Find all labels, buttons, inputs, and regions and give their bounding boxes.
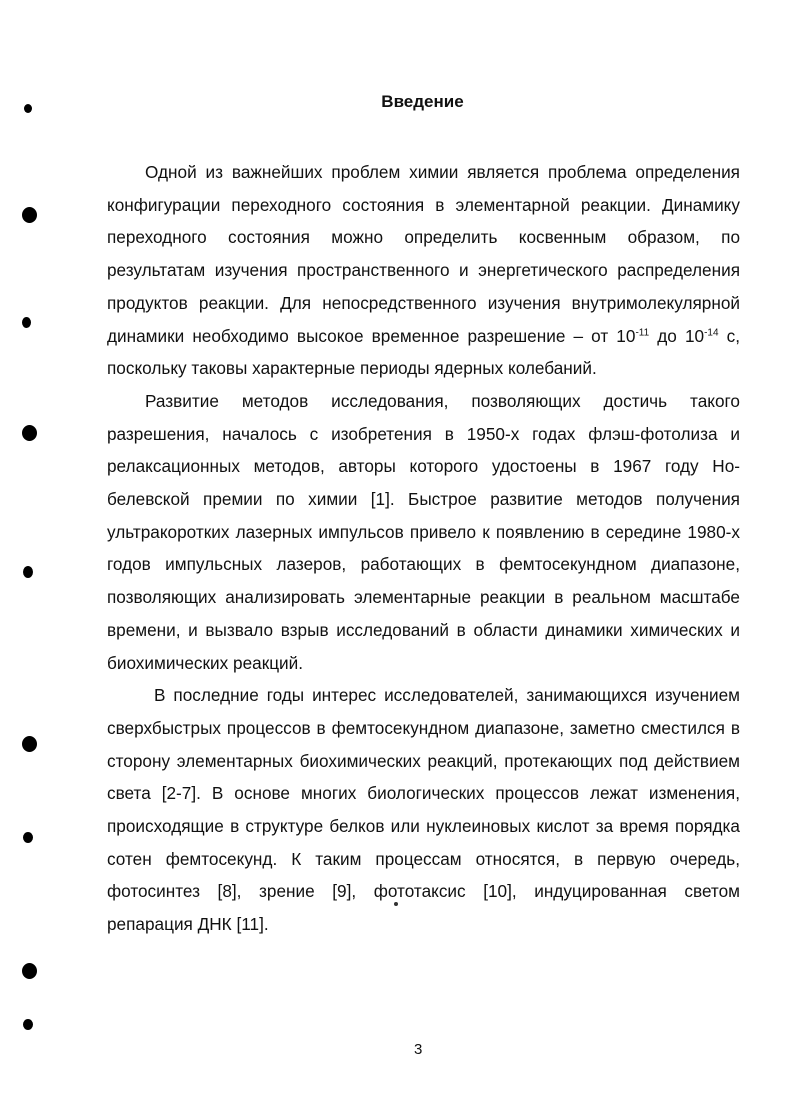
punch-hole-mark xyxy=(22,963,37,979)
punch-hole-mark xyxy=(23,1019,33,1030)
paragraph-1: Одной из важнейших проблем химии является проблема определения конфигурации переходного состояния в элементарной реакции. Динамику переходного состояния можно определить косвенным образом, по результатам изучения пространственного и энергетического распределения продуктов реакции. Для непосредственного изучения внутримолекулярной динамики необходимо высокое временное разрешение – от $10^{-11}$ до $10^{-14}$ с, поскольку таковы характерные периоды ядерных колебаний. xyxy=(107,162,740,379)
paragraph-3: В последние годы интерес исследователей, занимающихся изучением сверхбыстрых процессов в фемтосекундном диапазоне, заметно сместился в сторону элементарных биохимических реакций, протекающих под действием света [2-7]. В основе многих биологических процессов лежат изменения, происходящие в структуре белков или нуклеиновых кислот за время порядка сотен фемтосекунд. К таким процессам относятся, в первую очередь, фотосинтез [8], зрение [9], фототаксис [10], индуцированная светом репарация ДНК [11]. xyxy=(107,685,740,935)
punch-hole-mark xyxy=(22,736,37,752)
page-title: Введение xyxy=(381,92,464,111)
superscript-exponent: -11 xyxy=(635,327,650,339)
punch-hole-mark xyxy=(22,207,37,223)
superscript-exponent: -14 xyxy=(704,327,719,339)
punch-hole-mark xyxy=(22,317,31,328)
page-number: 3 xyxy=(414,1041,423,1058)
punch-hole-mark xyxy=(22,425,37,441)
punch-hole-mark xyxy=(23,832,33,843)
body-text xyxy=(107,156,740,941)
punch-hole-mark xyxy=(23,566,33,578)
paragraph-2: Развитие методов исследования, позволяющих достичь такого разрешения, началось с изобретения в 1950-х годах флэш-фотолиза и релаксационных методов, авторы которого удостоены в 1967 году Нобелевской премии по химии [1]. Быстрое развитие методов получения ультракоротких лазерных импульсов привело к появлению в середине 1980-х годов импульсных лазеров, работающих в фемтосекундном диапазоне, позволяющих анализировать элементарные реакции в реальном масштабе времени, и вызвало взрыв исследований в области динамики химических и биохимических реакций. xyxy=(107,390,740,673)
